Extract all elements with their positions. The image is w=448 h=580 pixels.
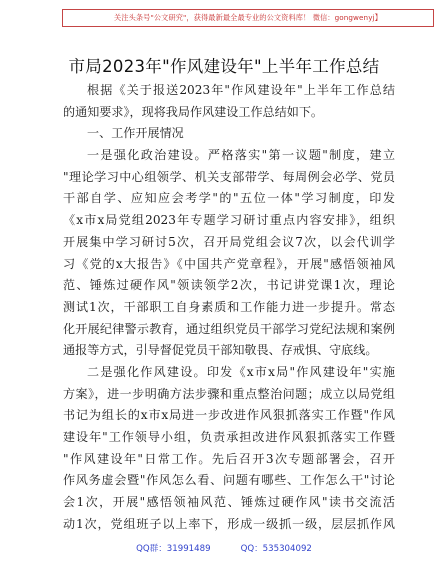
paragraph-line: 通报等方式，引导督促党员干部知敬畏、存戒惧、守底线。 [63,343,378,358]
paragraph-line: 测试1次，干部职工自身素质和工作能力进一步提升。常态 [63,299,395,314]
paragraph-line: "作风建设年"日常工作。先后召开3次专题部署会，召开 [63,451,395,466]
qq-group-label: QQ群：31991489 [136,544,211,554]
paragraph-line: 习《党的x大报告》《中国共产党章程》，开展"感悟领袖风 [63,256,395,271]
section-heading: 一、工作开展情况 [87,126,184,141]
intro-line: 根据《关于报送2023年"作风建设年"上半年工作总结 [87,83,395,97]
paragraph-line: 化开展纪律警示教育，通过组织党员干部学习党纪法规和案例 [63,321,395,336]
paragraph-line: 干部自学、应知应会考学"的"五位一体"学习制度，印发 [63,191,395,206]
paragraph-line: 二是强化作风建设。印发《x市x局"作风建设年"实施 [87,364,395,379]
contact-footer [0,542,448,554]
paragraph-line: 动1次，党组班子以上率下，形成一级抓一级，层层抓作风 [63,516,395,531]
intro-line: 的通知要求》，现将我局作风建设工作总结如下。 [63,104,324,119]
paragraph-line: 一是强化政治建设。严格落实"第一议题"制度，建立 [87,148,395,163]
paragraph-line: 《x市x局党组2023年专题学习研讨重点内容安排》，组织 [63,213,395,228]
qq-contact-label: QQ：535304092 [240,544,312,554]
document-body [63,80,395,535]
paragraph-line: 范、锤炼过硬作风"领读领学2次，书记讲党课1次，理论 [63,278,395,293]
paragraph-line: 方案》，进一步明确方法步骤和重点整治问题；成立以局党组 [63,386,395,401]
paragraph-line: 作风务虚会暨"作风怎么看、问题有哪些、工作怎么干"讨论 [63,473,395,488]
promo-banner: 关注头条号"公文研究"，获得最新最全最专业的公文资料库！ 微信：gongwenyj】 [62,9,434,27]
paragraph-line: 会1次，开展"感悟领袖风范、锤炼过硬作风"读书交流活 [63,495,395,510]
paragraph-line: 书记为组长的x市x局进一步改进作风狠抓落实工作暨"作风 [63,408,395,423]
paragraph-line: "理论学习中心组领学、机关支部带学、每周例会必学、党员 [63,169,395,184]
paragraph-line: 建设年"工作领导小组，负责承担改进作风狠抓落实工作暨 [63,430,395,444]
paragraph-line: 开展集中学习研讨5次，召开局党组会议7次，以会代训学 [63,234,395,249]
document-title: 市局2023年"作风建设年"上半年工作总结 [68,57,380,76]
